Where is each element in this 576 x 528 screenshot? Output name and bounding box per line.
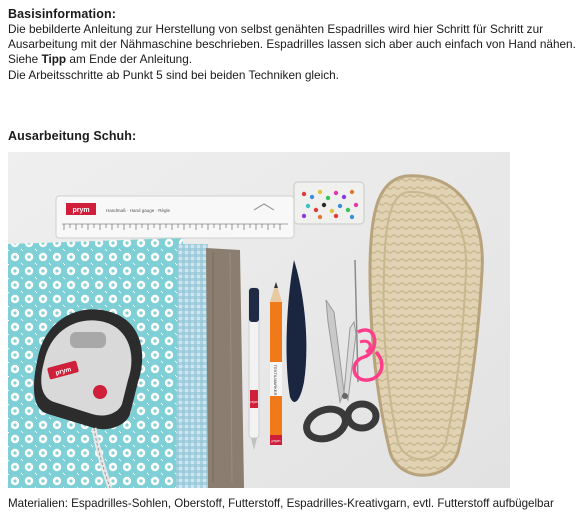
basis-line-3-pre: Siehe	[8, 52, 42, 67]
basis-paragraph	[8, 22, 576, 83]
basis-line-3	[8, 52, 516, 67]
ruler-text: Handmaß · Hand gauge · Règle	[106, 208, 171, 213]
ruler-brand: prym	[72, 207, 90, 214]
taupe-fabric	[206, 248, 244, 488]
materials-photo	[8, 152, 510, 488]
sewing-gauge-ruler	[56, 196, 294, 238]
orange-pencil	[270, 282, 282, 445]
basis-line-3-post: am Ende der Anleitung.	[66, 52, 193, 67]
basis-heading: Basisinformation:	[8, 7, 116, 21]
pin-box	[294, 182, 364, 224]
iron-brand: prym	[54, 366, 72, 377]
marker-pen	[249, 288, 259, 450]
section-heading: Ausarbeitung Schuh:	[8, 129, 137, 143]
pen-brand: prym	[249, 399, 259, 404]
basis-line-1: Die bebilderte Anleitung zur Herstellung von selbst genähten Espadrilles wird hier Schritt für Schritt zur	[8, 22, 544, 36]
tipp-emphasis: Tipp	[41, 52, 67, 67]
basis-line-4: Die Arbeitsschritte ab Punkt 5 sind bei beiden Techniken gleich.	[8, 67, 339, 82]
pencil-label: TEXTILMARKER	[273, 364, 278, 396]
basis-line-2: Ausarbeitung mit der Nähmaschine beschrieben. Espadrilles lassen sich aber auch einfach von Hand nähen.	[8, 37, 576, 52]
materials-caption: Materialien: Espadrilles-Sohlen, Oberstoff, Futterstoff, Espadrilles-Kreativgarn, evtl. Futterstoff aufbügelbar	[8, 497, 554, 510]
pencil-brand: prym	[271, 438, 281, 443]
